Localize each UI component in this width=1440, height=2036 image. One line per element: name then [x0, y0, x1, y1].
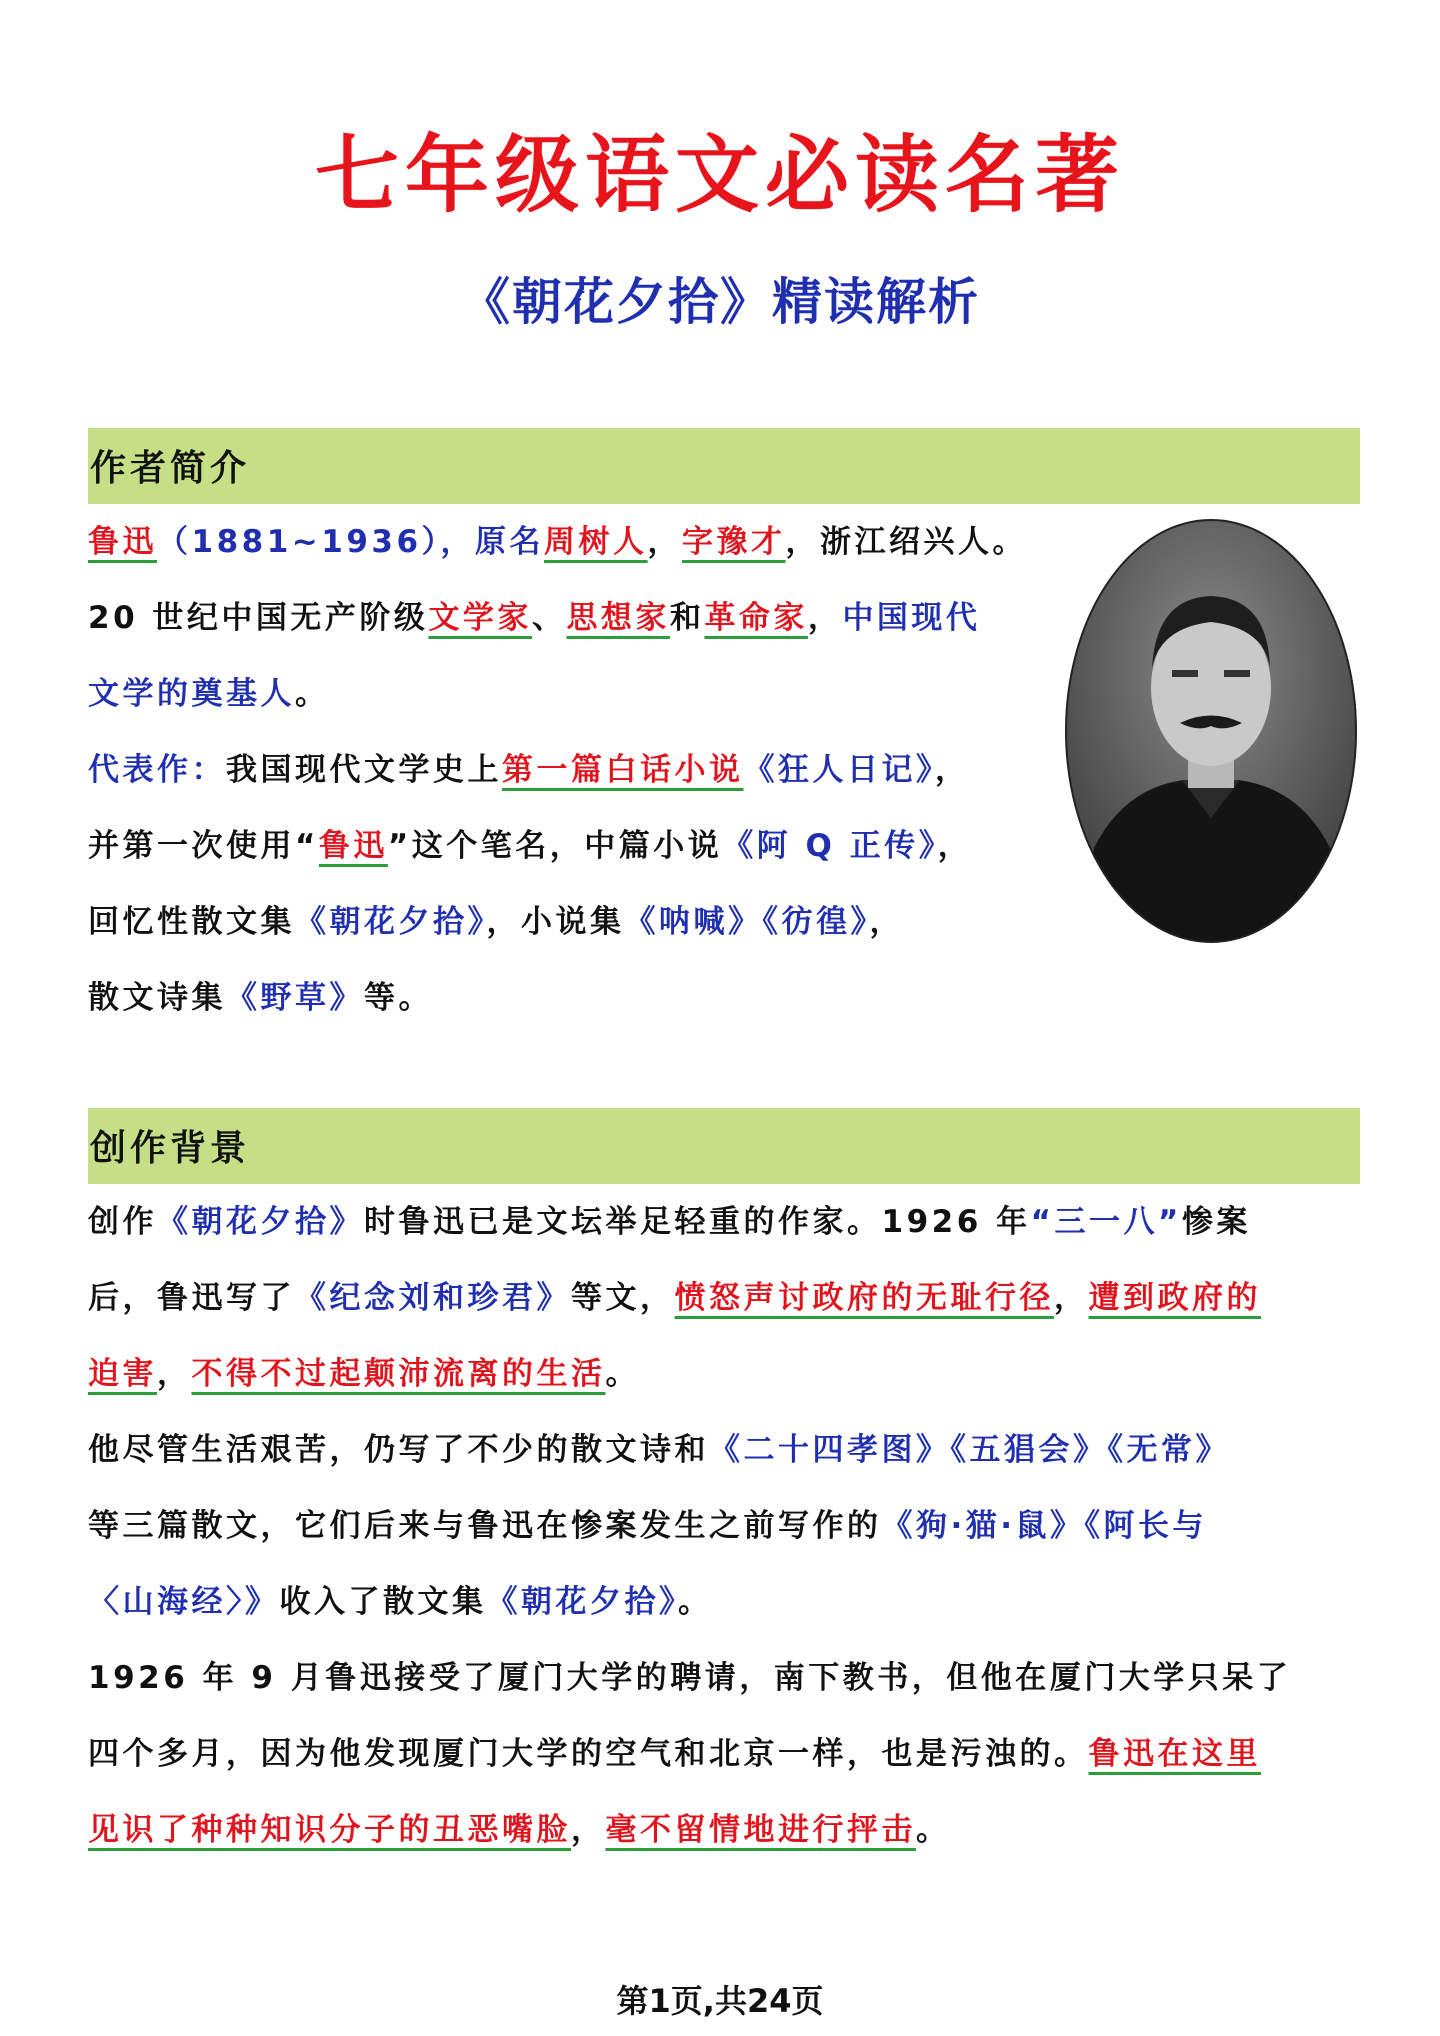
bg-line-5 — [88, 1488, 1368, 1564]
bg-line-7 — [88, 1640, 1368, 1716]
text-span: 后，鲁迅写了 — [88, 1280, 295, 1316]
text-span: 散文诗集 — [88, 980, 226, 1016]
bg-line-1 — [88, 1184, 1368, 1260]
punct: 。 — [916, 1812, 951, 1848]
punct: ， — [157, 1356, 192, 1392]
page-number: 第1页,共24页 — [616, 1982, 824, 2020]
punct: 。 — [295, 676, 330, 712]
text-span: 等三篇散文，它们后来与鲁迅在惨案发生之前写作的 — [88, 1508, 882, 1544]
work-title: 《纪念刘和珍君》 — [295, 1280, 571, 1316]
punct: ， — [1054, 1280, 1089, 1316]
works-label: 代表作： — [88, 752, 226, 788]
highlight: 愤怒声讨政府的无耻行径 — [674, 1280, 1054, 1316]
author-line-2 — [88, 580, 1068, 656]
author-origin: ，浙江绍兴人。 — [785, 524, 1028, 560]
author-line-1 — [88, 504, 1068, 580]
punct: 。 — [678, 1584, 713, 1620]
title-founder: 中国现代 — [842, 600, 981, 636]
text-span: 我国现代文学史上 — [226, 752, 502, 788]
punct: 、 — [531, 600, 567, 636]
author-courtesy-name: 字豫才 — [682, 524, 786, 560]
text-span: 等。 — [364, 980, 433, 1016]
section-heading: 作者简介 — [90, 448, 251, 489]
title-founder-cont: 文学的奠基人 — [88, 676, 295, 712]
text-span: 并第一次使用“ — [88, 828, 319, 864]
author-line-6 — [88, 884, 1068, 960]
section-header-background — [88, 1108, 1360, 1184]
author-portrait — [1064, 518, 1358, 944]
event-name: “三一八” — [1030, 1204, 1182, 1240]
bg-line-6 — [88, 1564, 1368, 1640]
author-line-7 — [88, 960, 1068, 1036]
section-header-author — [88, 428, 1360, 504]
page-title: 七年级语文必读名著 — [314, 125, 1125, 224]
title-thinker: 思想家 — [566, 600, 670, 636]
author-line-5 — [88, 808, 1068, 884]
text-span: 回忆性散文集 — [88, 904, 295, 940]
pen-name: 鲁迅 — [318, 828, 388, 864]
background-text — [88, 1184, 1368, 1868]
work-title: 《阿 Q 正传》 — [722, 828, 938, 864]
text-span: 20 世纪中国无产阶级 — [88, 600, 429, 636]
highlight: 不得不过起颠沛流离的生活 — [191, 1356, 606, 1392]
title-revolutionary: 革命家 — [704, 600, 808, 636]
section-heading: 创作背景 — [90, 1128, 251, 1169]
text-span: 创作 — [88, 1204, 157, 1240]
text-span: 四个多月，因为他发现厦门大学的空气和北京一样，也是污浊的。 — [88, 1736, 1089, 1772]
author-line-3 — [88, 656, 1068, 732]
text-span: 等文， — [571, 1280, 675, 1316]
punct: 和 — [669, 600, 705, 636]
author-real-name: 周树人 — [544, 524, 648, 560]
bg-line-4 — [88, 1412, 1368, 1488]
highlight: 毫不留情地进行抨击 — [605, 1812, 916, 1848]
highlight: 见识了种种知识分子的丑恶嘴脸 — [88, 1812, 571, 1848]
bg-line-2 — [88, 1260, 1368, 1336]
author-line-4 — [88, 732, 1068, 808]
work-title: 《朝花夕拾》 — [157, 1204, 364, 1240]
punct: ， — [869, 904, 904, 940]
work-title: 《朝花夕拾》 — [486, 1584, 678, 1620]
text-span: 惨案 — [1181, 1204, 1251, 1240]
text-span: 时鲁迅已是文坛举足轻重的作家。1926 年 — [364, 1204, 1031, 1240]
work-title: 《狗·猫·鼠》《阿长与 — [881, 1508, 1208, 1544]
bg-line-9 — [88, 1792, 1368, 1868]
author-name: 鲁迅 — [88, 524, 157, 560]
work-title: 《二十四孝图》《五猖会》《无常》 — [709, 1432, 1230, 1468]
author-intro — [88, 504, 1068, 1036]
work-title: 《野草》 — [226, 980, 364, 1016]
highlight: 遭到政府的 — [1088, 1280, 1261, 1316]
work-title: 《狂人日记》 — [743, 752, 935, 788]
text-span: 1926 年 9 月鲁迅接受了厦门大学的聘请，南下教书，但他在厦门大学只呆了 — [88, 1660, 1292, 1696]
text-span: ，小说集 — [486, 904, 625, 940]
punct: ， — [937, 828, 973, 864]
highlight: 迫害 — [88, 1356, 157, 1392]
work-title: 《呐喊》《彷徨》 — [624, 904, 870, 940]
punct: ， — [647, 524, 683, 560]
text-span: 他尽管生活艰苦，仍写了不少的散文诗和 — [88, 1432, 709, 1468]
author-years: （1881~1936），原名 — [157, 524, 545, 560]
highlight: 鲁迅在这里 — [1088, 1736, 1261, 1772]
work-title: 〈山海经〉》 — [88, 1584, 280, 1620]
punct: ， — [935, 752, 970, 788]
punct: 。 — [605, 1356, 640, 1392]
punct: ， — [807, 600, 843, 636]
bg-line-8 — [88, 1716, 1368, 1792]
page-subtitle: 《朝花夕拾》精读解析 — [460, 273, 980, 331]
punct: ， — [571, 1812, 606, 1848]
first-vernacular-novel: 第一篇白话小说 — [502, 752, 744, 788]
work-title: 《朝花夕拾》 — [295, 904, 487, 940]
title-writer: 文学家 — [428, 600, 532, 636]
text-span: 收入了散文集 — [279, 1584, 487, 1620]
bg-line-3 — [88, 1336, 1368, 1412]
text-span: ”这个笔名，中篇小说 — [387, 828, 723, 864]
